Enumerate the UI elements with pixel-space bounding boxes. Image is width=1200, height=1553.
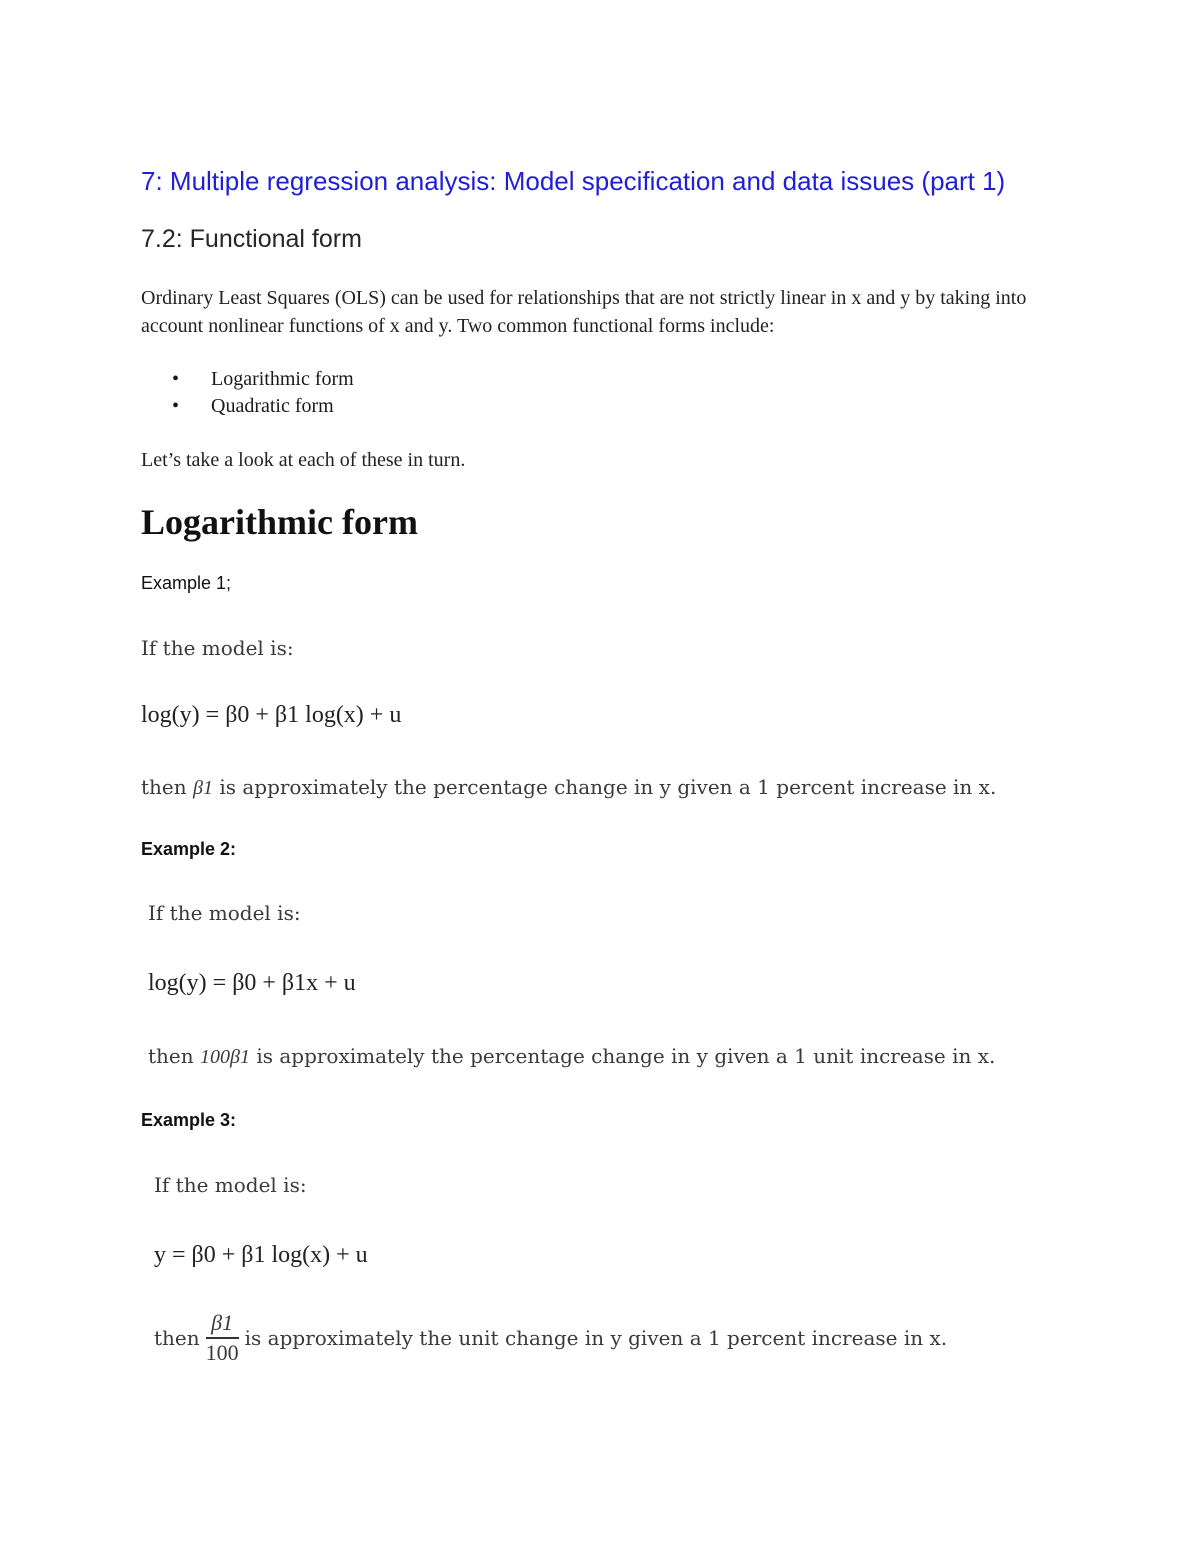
example-3-interpretation <box>154 1310 947 1366</box>
transition-text: Let’s take a look at each of these in turn. <box>141 449 466 471</box>
example-1-interpretation <box>141 775 996 800</box>
list-item: • Logarithmic form <box>170 366 354 393</box>
then-word: then <box>154 1326 200 1350</box>
chapter-title: 7: Multiple regression analysis: Model specification and data issues (part 1) <box>141 166 1006 196</box>
example-1-label: Example 1; <box>141 573 232 593</box>
fraction-numerator: β1 <box>206 1310 239 1339</box>
equation-text: log(y) = β0 + β1x + u <box>148 970 356 996</box>
fraction-denominator: 100 <box>205 1340 239 1365</box>
interpretation-text: is approximately the percentage change in y given a 1 unit increase in x. <box>256 1044 996 1068</box>
example-3-label: Example 3: <box>141 1110 237 1130</box>
intro-paragraph: Ordinary Least Squares (OLS) can be used for relationships that are not strictly linear in x and y by taking into account nonlinear functions of x and y. Two common functional forms include: <box>141 287 1027 337</box>
coefficient: 100β1 <box>200 1046 250 1068</box>
interpretation-text: is approximately the percentage change in y given a 1 percent increase in x. <box>219 775 997 799</box>
list-item: • Quadratic form <box>170 393 354 420</box>
then-word: then <box>141 775 187 799</box>
coefficient: β1 <box>193 777 213 799</box>
example-3-intro: If the model is: <box>154 1173 307 1197</box>
example-3-equation <box>154 1242 368 1269</box>
example-1-intro: If the model is: <box>141 636 294 660</box>
section-title: 7.2: Functional form <box>141 225 362 253</box>
equation-text: y = β0 + β1 log(x) + u <box>154 1242 368 1268</box>
then-word: then <box>148 1044 194 1068</box>
coefficient-fraction <box>206 1310 239 1366</box>
example-2-equation <box>148 970 356 997</box>
equation-text: log(y) = β0 + β1 log(x) + u <box>141 702 402 728</box>
example-2-intro: If the model is: <box>148 901 301 925</box>
example-2-interpretation <box>148 1044 995 1069</box>
logarithmic-form-heading: Logarithmic form <box>141 502 418 542</box>
example-1-equation <box>141 702 401 729</box>
functional-forms-list <box>170 366 354 420</box>
interpretation-text: is approximately the unit change in y given a 1 percent increase in x. <box>244 1326 948 1350</box>
example-2-label: Example 2: <box>141 839 237 859</box>
